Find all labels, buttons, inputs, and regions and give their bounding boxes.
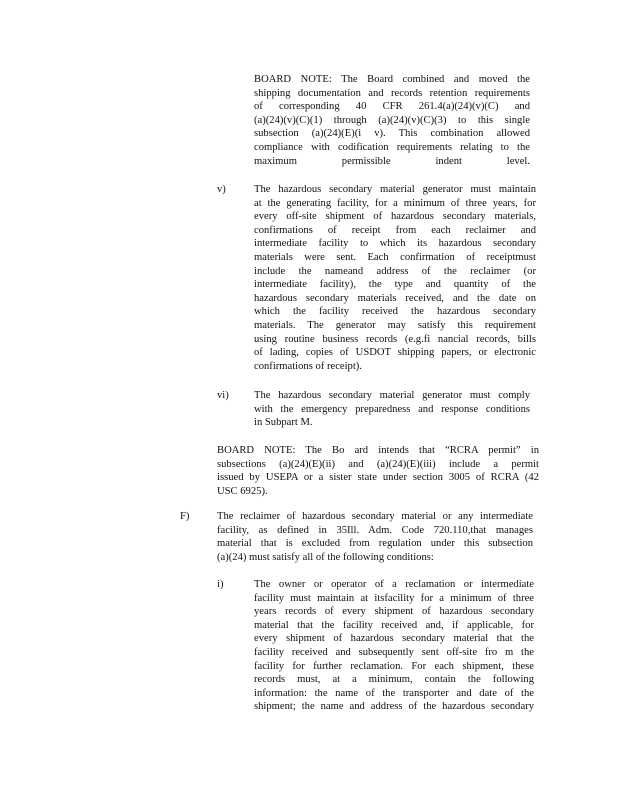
item-F-text xyxy=(217,510,533,564)
text-line: facility for further reclamation. For each shipment, these xyxy=(254,660,534,672)
item-F-label: F) xyxy=(180,511,190,522)
text-line: every off-site shipment of hazardous secondary materials, xyxy=(254,211,536,223)
text-line: facility must maintain at itsfacility for a minimum of three xyxy=(254,592,534,604)
text-line: compliance with codification requirements relating to the xyxy=(254,141,530,153)
text-line: shipping documentation and records retention requirements xyxy=(254,87,530,99)
text-line: materials were sent. Each confirmation of receiptmust xyxy=(254,251,536,263)
text-line: at the generating facility, for a minimum of three years, for xyxy=(254,197,536,209)
text-line: material that is excluded from regulation under this subsection xyxy=(217,538,533,550)
text-line: USC 6925). xyxy=(217,485,268,497)
text-line: facility received and subsequently sent off-site fro m the xyxy=(254,646,534,658)
text-line: information: the name of the transporter and date of the xyxy=(254,687,534,699)
text-line: issued by USEPA or a sister state under section 3005 of RCRA (42 xyxy=(217,472,539,484)
item-i-text xyxy=(254,578,534,714)
text-line: of corresponding 40 CFR 261.4(a)(24)(v)(C) and xyxy=(254,101,530,113)
text-line: include the nameand address of the reclaimer (or xyxy=(254,265,536,277)
item-v-text xyxy=(254,183,536,373)
text-line: maximum permissible indent level. xyxy=(254,155,530,167)
text-line: The hazardous secondary material generator must maintain xyxy=(254,184,536,195)
text-line: The hazardous secondary material generator must comply xyxy=(254,390,530,401)
text-line: in Subpart M. xyxy=(254,417,313,429)
text-line: shipment; the name and address of the hazardous secondary xyxy=(254,701,534,713)
text-line: which the facility received the hazardous secondary xyxy=(254,306,536,318)
text-line: using routine business records (e.g.fi nancial records, bills xyxy=(254,333,536,345)
board-note-1 xyxy=(254,73,530,168)
text-line: The owner or operator of a reclamation or intermediate xyxy=(254,579,534,590)
text-line: (a)(24) must satisfy all of the following conditions: xyxy=(217,551,434,563)
text-line: facility, as defined in 35Ill. Adm. Code 720.110,that manages xyxy=(217,524,533,536)
item-i-label: i) xyxy=(217,579,224,590)
text-line: materials. The generator may satisfy this requirement xyxy=(254,319,536,331)
item-vi-text xyxy=(254,389,530,430)
text-line: intermediate facility), the type and quantity of the xyxy=(254,279,536,291)
text-line: intermediate facility to which its hazardous secondary xyxy=(254,238,536,250)
text-line: subsections (a)(24)(E)(ii) and (a)(24)(E)(iii) include a permit xyxy=(217,458,539,470)
text-line: The reclaimer of hazardous secondary material or any intermediate xyxy=(217,511,533,522)
board-note-2 xyxy=(217,444,539,498)
text-line: of lading, copies of USDOT shipping papers, or electronic xyxy=(254,347,536,359)
text-line: years records of every shipment of hazardous secondary xyxy=(254,606,534,618)
text-line: with the emergency preparedness and response conditions xyxy=(254,403,530,415)
text-line: material that the facility received and, if applicable, for xyxy=(254,619,534,631)
text-line: records must, at a minimum, contain the following xyxy=(254,674,534,686)
text-line: subsection (a)(24)(E)(i v). This combination allowed xyxy=(254,128,530,140)
text-line: (a)(24)(v)(C)(1) through (a)(24)(v)(C)(3) to this single xyxy=(254,114,530,126)
text-line: BOARD NOTE: The Board combined and moved the xyxy=(254,74,530,85)
item-v-label: v) xyxy=(217,184,226,195)
text-line: confirmations of receipt from each reclaimer and xyxy=(254,224,536,236)
item-vi-label: vi) xyxy=(217,390,229,401)
text-line: hazardous secondary materials received, and the date on xyxy=(254,292,536,304)
text-line: confirmations of receipt). xyxy=(254,360,362,372)
text-line: BOARD NOTE: The Bo ard intends that “RCRA permit” in xyxy=(217,445,539,456)
text-line: every shipment of hazardous secondary material that the xyxy=(254,633,534,645)
